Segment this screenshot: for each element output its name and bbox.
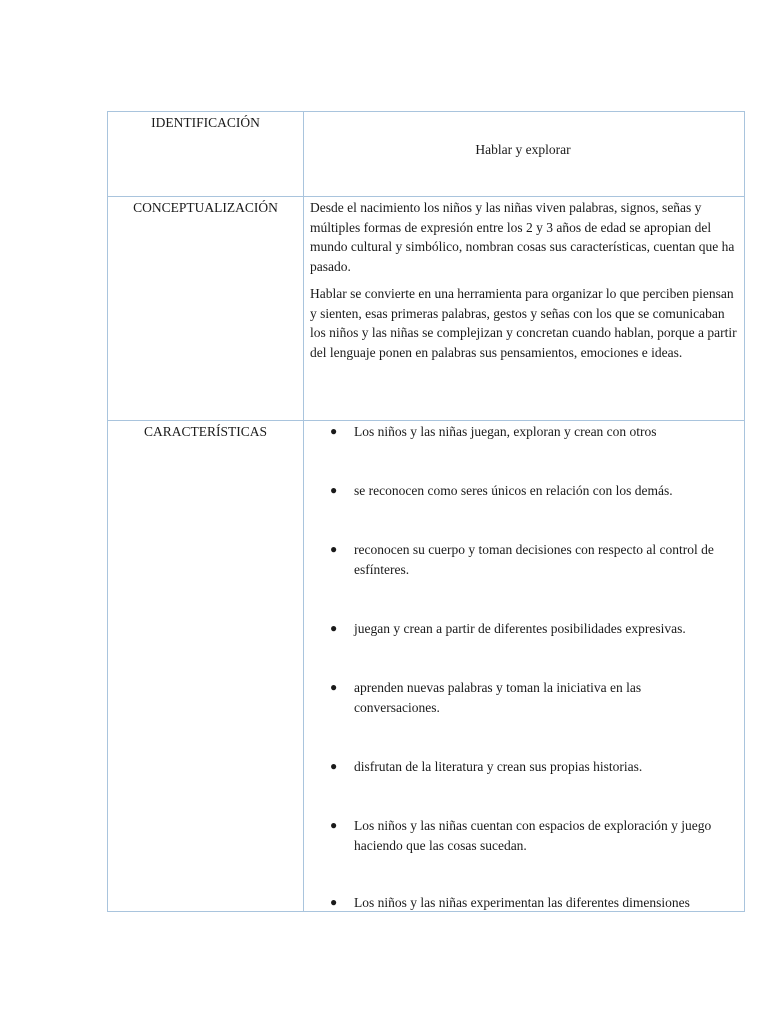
list-item (330, 540, 720, 579)
list-item-text: disfrutan de la literatura y crean sus propias historias. (354, 759, 643, 774)
bullet-icon: ● (330, 424, 338, 438)
bullet-icon: ● (330, 542, 338, 556)
list-item (330, 893, 720, 912)
list-item (330, 678, 720, 717)
bullet-icon: ● (330, 895, 338, 909)
list-item-text: reconocen su cuerpo y toman decisiones con respecto al control de esfínteres. (354, 542, 714, 577)
list-item-text: Los niños y las niñas cuentan con espacios de exploración y juego haciendo que las cosas sucedan. (354, 818, 712, 853)
list-item-text: juegan y crean a partir de diferentes posibilidades expresivas. (354, 621, 686, 636)
identification-value: Hablar y explorar (475, 142, 571, 157)
list-item-text: aprenden nuevas palabras y toman la iniciativa en las conversaciones. (354, 680, 642, 715)
bullet-icon: ● (330, 483, 338, 497)
list-item (330, 422, 720, 442)
bullet-icon: ● (330, 818, 338, 832)
characteristics-content (304, 112, 742, 911)
list-item (330, 816, 720, 855)
list-item-text: Los niños y las niñas juegan, exploran y crean con otros (354, 424, 657, 439)
bullet-icon: ● (330, 621, 338, 635)
conceptualization-paragraph: Desde el nacimiento los niños y las niñas viven palabras, signos, señas y múltiples formas de expresión entre los 2 y 3 años de edad se apropian del mundo cultural y simbólico, nombran cosas sus características, cuentan que ha pasado. (310, 200, 735, 274)
bullet-icon: ● (330, 759, 338, 773)
list-item (330, 757, 720, 777)
characteristics-label: CARACTERÍSTICAS (143, 424, 268, 439)
document-table (107, 111, 745, 912)
conceptualization-label: CONCEPTUALIZACIÓN (133, 200, 278, 215)
identification-label: IDENTIFICACIÓN (151, 115, 260, 130)
list-item (330, 481, 720, 501)
list-item-text: Los niños y las niñas experimentan las diferentes dimensiones (354, 895, 690, 910)
list-item-text: se reconocen como seres únicos en relación con los demás. (354, 483, 673, 498)
bullet-icon: ● (330, 680, 338, 694)
conceptualization-paragraph: Hablar se convierte en una herramienta para organizar lo que perciben piensan y sienten, esas primeras palabras, gestos y señas con los que se comunicaban los niños y las niñas se complejizan y concretan cuando hablan, porque a partir del lenguaje ponen en palabras sus pensamientos, emociones e ideas. (310, 286, 737, 360)
list-item (330, 619, 720, 639)
